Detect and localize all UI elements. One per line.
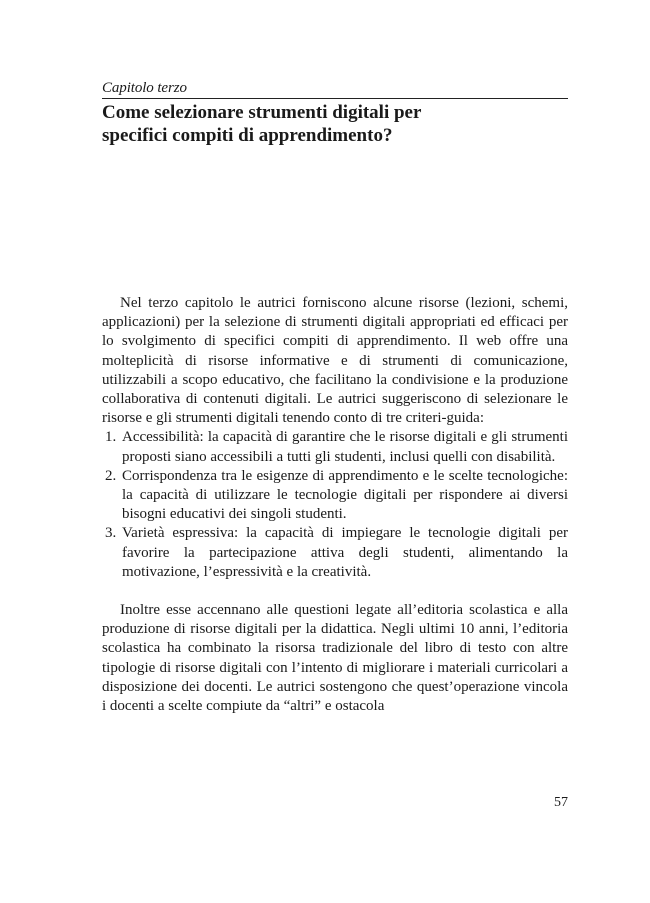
chapter-title-line-2: specifici compiti di apprendimento? (102, 125, 393, 146)
chapter-title (102, 101, 568, 147)
paragraph-publishing: Inoltre esse accennano alle questioni legate all’editoria scolastica e alla produzione di risorse digitali per la didattica. Negli ultimi 10 anni, l’editoria scolastica ha combinato la risorsa tradizionale del libro di testo con altre tipologie di risorse digitali con l’intento di migliorare i materiali curricolari a disposizione dei docenti. Le autrici sostengono che quest’operazione vincola i docenti a scelte compiute da “altri” e ostacola (102, 602, 568, 715)
paragraph-intro: Nel terzo capitolo le autrici forniscono alcune risorse (lezioni, schemi, applicazioni) per la selezione di strumenti digitali appropriati ed efficaci per lo svolgimento di specifici compiti di apprendimento. Il web offre una molteplicità di risorse informative e di strumenti di comunicazione, utilizzabili a scopo educativo, che facilitano la condivisione e la produzione collaborativa di contenuti digitali. Le autrici suggeriscono di selezionare le risorse e gli strumenti digitali tenendo conto di tre criteri-guida: (102, 295, 568, 427)
page-number: 57 (554, 795, 568, 810)
criteria-list (102, 428, 568, 582)
header-rule (102, 98, 568, 99)
chapter-title-line-1: Come selezionare strumenti digitali per (102, 102, 422, 123)
body-text (102, 294, 568, 716)
criteria-item-correspondence: 2. Corrispondenza tra le esigenze di apprendimento e le scelte tecnologiche: la capacità di utilizzare le tecnologie digitali per rispondere ai diversi bisogni educativi dei singoli studenti. (120, 467, 568, 525)
criteria-item-accessibility: 1. Accessibilità: la capacità di garantire che le risorse digitali e gli strumenti proposti siano accessibili a tutti gli studenti, inclusi quelli con disabilità. (120, 428, 568, 466)
chapter-label: Capitolo terzo (102, 80, 187, 96)
criteria-item-expressive-variety: 3. Varietà espressiva: la capacità di impiegare le tecnologie digitali per favorire la partecipazione attiva degli studenti, alimentando la motivazione, l’espressività e la creatività. (120, 524, 568, 582)
